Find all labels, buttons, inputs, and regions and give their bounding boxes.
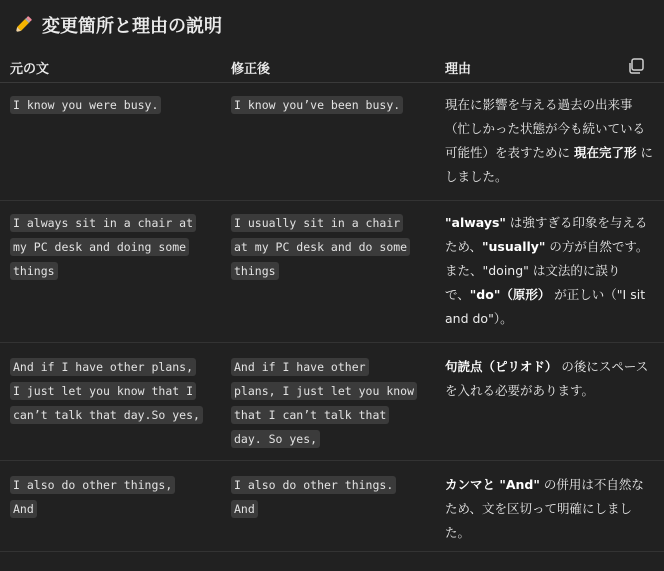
code-line: that I can’t talk that <box>231 406 389 424</box>
reason-fragment: の後にスペースを入れる必要があります。 <box>445 359 649 398</box>
column-header-original: 元の文 <box>10 62 50 77</box>
table-row <box>0 83 664 201</box>
code-line: And <box>10 500 37 518</box>
code-line: And if I have other plans, <box>10 358 196 376</box>
copy-table-button[interactable] <box>626 56 646 76</box>
column-header-revised: 修正後 <box>231 62 271 77</box>
emphasis-text: "usually" <box>482 239 546 254</box>
original-text <box>10 473 210 521</box>
code-line: And <box>231 500 258 518</box>
code-line: can’t talk that day.So yes, <box>10 406 203 424</box>
reason-fragment: 現在に影響を与える過去の出来事（忙しかった状態が今も続いている可能性）を表すために <box>445 97 646 160</box>
reason-text <box>445 355 655 403</box>
revised-text <box>231 355 431 451</box>
reason-fragment: が正しい（"I sit and do"）。 <box>445 287 646 326</box>
code-line: at my PC desk and do some <box>231 238 410 256</box>
code-line: day. So yes, <box>231 430 320 448</box>
table-header <box>0 50 664 83</box>
table-row <box>0 343 664 461</box>
original-text <box>10 211 210 283</box>
code-line: I know you were busy. <box>10 96 161 114</box>
emphasis-text: 現在完了形 <box>573 145 637 160</box>
emphasis-text: "always" <box>445 215 506 230</box>
emphasis-text: カンマと "And" <box>445 477 540 492</box>
reason-text <box>445 473 655 545</box>
code-line: I always sit in a chair at <box>10 214 196 232</box>
code-line: I usually sit in a chair <box>231 214 403 232</box>
revised-text <box>231 211 431 283</box>
reason-fragment: の併用は不自然なため、文を区切って明確にしました。 <box>445 477 644 540</box>
code-line: my PC desk and doing some <box>10 238 189 256</box>
emphasis-text: "do"（原形） <box>469 287 551 302</box>
code-line: things <box>10 262 58 280</box>
reason-text <box>445 93 655 189</box>
reason-fragment: は強すぎる印象を与えるため、 <box>445 215 648 254</box>
pencil-icon <box>12 14 34 36</box>
revised-text <box>231 473 431 521</box>
code-line: And if I have other <box>231 358 369 376</box>
emphasis-text: 句読点（ピリオド） <box>445 359 558 374</box>
table-row <box>0 461 664 552</box>
code-line: I also do other things, <box>10 476 175 494</box>
section-title: 変更箇所と理由の説明 <box>42 16 222 37</box>
original-text <box>10 355 210 427</box>
column-header-reason: 理由 <box>445 62 472 77</box>
code-line: I know you’ve been busy. <box>231 96 403 114</box>
original-text <box>10 93 210 117</box>
reason-fragment: の方が自然です。また、"doing" は文法的に誤りで、 <box>445 239 649 302</box>
code-line: I just let you know that I <box>10 382 196 400</box>
changes-table <box>0 50 664 552</box>
code-line: things <box>231 262 279 280</box>
code-line: I also do other things. <box>231 476 396 494</box>
reason-fragment: にしました。 <box>445 145 653 184</box>
reason-text <box>445 211 655 331</box>
section-heading <box>12 12 222 38</box>
table-row <box>0 201 664 343</box>
revised-text <box>231 93 431 117</box>
code-line: plans, I just let you know <box>231 382 417 400</box>
